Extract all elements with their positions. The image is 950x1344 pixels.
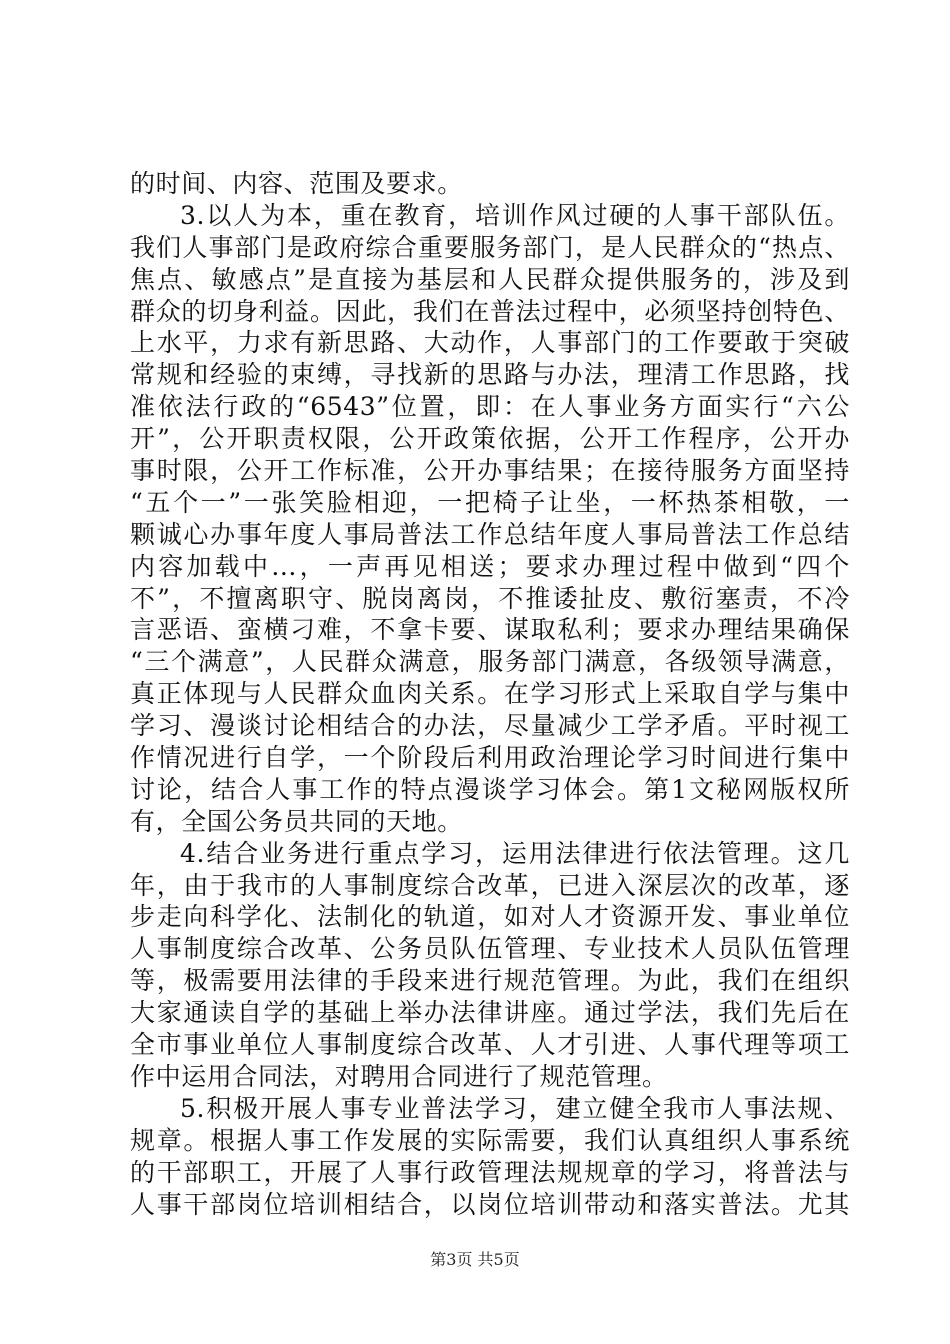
text-line: 全市事业单位人事制度综合改革、人才引进、人事代理等项工 — [130, 1030, 850, 1060]
text-line: 人事制度综合改革、公务员队伍管理、专业技术人员队伍管理 — [130, 934, 850, 964]
text-line: 事时限，公开工作标准，公开办事结果；在接待服务方面坚持 — [130, 456, 850, 486]
text-line: 人事干部岗位培训相结合，以岗位培训带动和落实普法。尤其 — [130, 1189, 850, 1219]
text-line: 步走向科学化、法制化的轨道，如对人才资源开发、事业单位 — [130, 902, 850, 932]
text-line: 不”，不擅离职守、脱岗离岗，不推诿扯皮、敷衍塞责，不冷 — [130, 583, 850, 613]
text-line: 真正体现与人民群众血肉关系。在学习形式上采取自学与集中 — [130, 679, 850, 709]
text-line: 准依法行政的“6543”位置，即：在人事业务方面实行“六公 — [130, 392, 850, 422]
text-line: 作中运用合同法，对聘用合同进行了规范管理。 — [130, 1061, 668, 1091]
text-line: 我们人事部门是政府综合重要服务部门，是人民群众的“热点、 — [130, 232, 850, 262]
text-line: 大家通读自学的基础上举办法律讲座。通过学法，我们先后在 — [130, 998, 850, 1028]
body-text — [130, 168, 850, 1220]
page-footer — [0, 1247, 950, 1270]
text-line: 规章。根据人事工作发展的实际需要，我们认真组织人事系统 — [130, 1125, 850, 1155]
text-line: 言恶语、蛮横刁难，不拿卡要、谋取私利；要求办理结果确保 — [130, 615, 850, 645]
text-line: 开”，公开职责权限，公开政策依据，公开工作程序，公开办 — [130, 424, 850, 454]
text-line: 的时间、内容、范围及要求。 — [130, 169, 463, 198]
text-line: 等，极需要用法律的手段来进行规范管理。为此，我们在组织 — [130, 966, 850, 996]
text-line: 焦点、敏感点”是直接为基层和人民群众提供服务的，涉及到 — [130, 264, 850, 294]
text-line: 讨论，结合人事工作的特点漫谈学习体会。第1文秘网版权所 — [130, 774, 850, 804]
text-line: 5.积极开展人事专业普法学习，建立健全我市人事法规、 — [180, 1093, 850, 1123]
page-number-label: 第3页 共5页 — [430, 1250, 520, 1269]
text-line: 4.结合业务进行重点学习，运用法律进行依法管理。这几 — [180, 838, 850, 868]
text-line: 的干部职工，开展了人事行政管理法规规章的学习，将普法与 — [130, 1157, 850, 1187]
text-line: 颗诚心办事年度人事局普法工作总结年度人事局普法工作总结 — [130, 519, 850, 549]
text-line: 作情况进行自学，一个阶段后利用政治理论学习时间进行集中 — [130, 743, 850, 773]
text-line: 学习、漫谈讨论相结合的办法，尽量减少工学矛盾。平时视工 — [130, 711, 850, 741]
text-line: “五个一”一张笑脸相迎，一把椅子让坐，一杯热茶相敬，一 — [130, 487, 850, 517]
text-line: 年，由于我市的人事制度综合改革，已进入深层次的改革，逐 — [130, 870, 850, 900]
text-line: “三个满意”，人民群众满意，服务部门满意，各级领导满意， — [130, 647, 850, 677]
text-line: 内容加载中...，一声再见相送；要求办理过程中做到“四个 — [130, 551, 850, 581]
text-line: 有，全国公务员共同的天地。 — [130, 806, 463, 836]
text-line: 上水平，力求有新思路、大动作，人事部门的工作要敢于突破 — [130, 328, 850, 358]
text-line: 3.以人为本，重在教育，培训作风过硬的人事干部队伍。 — [180, 200, 850, 230]
text-line: 群众的切身利益。因此，我们在普法过程中，必须坚持创特色、 — [130, 296, 850, 326]
text-line: 常规和经验的束缚，寻找新的思路与办法，理清工作思路，找 — [130, 360, 850, 390]
